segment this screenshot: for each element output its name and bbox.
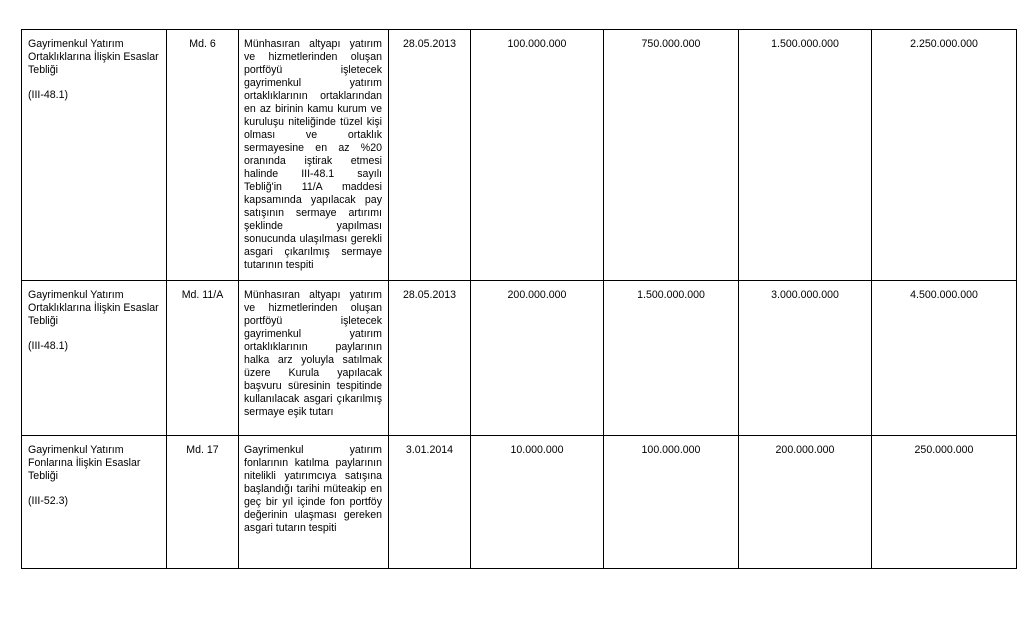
description-cell: Münhasıran altyapı yatırım ve hizmetlerinden oluşan portföyü işletecek gayrimenkul yatırım ortaklıklarının paylarının halka arz yoluyla satılmak üzere Kurula yapılacak başvuru süresinin tespitinde kullanılacak asgari çıkarılmış sermaye eşik tutarı — [239, 281, 389, 436]
table-row — [22, 436, 1017, 569]
regulation-threshold-table — [21, 29, 1017, 569]
regulation-code: (III-52.3) — [28, 495, 69, 507]
regulation-cell — [22, 436, 167, 569]
regulation-cell — [22, 281, 167, 436]
regulation-code: (III-48.1) — [28, 340, 69, 352]
date-cell: 28.05.2013 — [389, 281, 471, 436]
amount-cell-3: 1.500.000.000 — [739, 30, 872, 281]
amount-cell-2: 1.500.000.000 — [604, 281, 739, 436]
amount-cell-1: 10.000.000 — [471, 436, 604, 569]
table-row — [22, 30, 1017, 281]
amount-cell-2: 750.000.000 — [604, 30, 739, 281]
regulation-code: (III-48.1) — [28, 89, 69, 101]
article-cell: Md. 6 — [167, 30, 239, 281]
regulation-name: Gayrimenkul Yatırım Ortaklıklarına İlişkin Esaslar Tebliği — [28, 38, 159, 76]
amount-cell-3: 3.000.000.000 — [739, 281, 872, 436]
amount-cell-4: 250.000.000 — [872, 436, 1017, 569]
amount-cell-1: 200.000.000 — [471, 281, 604, 436]
article-cell: Md. 11/A — [167, 281, 239, 436]
description-cell: Münhasıran altyapı yatırım ve hizmetlerinden oluşan portföyü işletecek gayrimenkul yatırım ortaklıklarının ortaklarından en az birinin kamu kurum ve kuruluşu niteliğinde tüzel kişi olması ve ortaklık sermayesine en az %20 oranında iştirak etmesi halinde III-48.1 sayılı Tebliğ'in 11/A maddesi kapsamında yapılacak pay satışının sermaye artırımı şeklinde yapılması sonucunda ulaşılması gerekli asgari çıkarılmış sermaye tutarının tespiti — [239, 30, 389, 281]
amount-cell-4: 4.500.000.000 — [872, 281, 1017, 436]
regulation-name: Gayrimenkul Yatırım Ortaklıklarına İlişkin Esaslar Tebliği — [28, 289, 159, 327]
regulation-table-page — [21, 29, 1016, 569]
date-cell: 3.01.2014 — [389, 436, 471, 569]
amount-cell-2: 100.000.000 — [604, 436, 739, 569]
table-row — [22, 281, 1017, 436]
regulation-cell — [22, 30, 167, 281]
article-cell: Md. 17 — [167, 436, 239, 569]
description-cell: Gayrimenkul yatırım fonlarının katılma paylarının nitelikli yatırımcıya satışına başlandığı tarihi müteakip en geç bir yıl içinde fon portföy değerinin ulaşması gereken asgari tutarın tespiti — [239, 436, 389, 569]
regulation-name: Gayrimenkul Yatırım Fonlarına İlişkin Esaslar Tebliği — [28, 444, 141, 482]
amount-cell-3: 200.000.000 — [739, 436, 872, 569]
amount-cell-1: 100.000.000 — [471, 30, 604, 281]
amount-cell-4: 2.250.000.000 — [872, 30, 1017, 281]
date-cell: 28.05.2013 — [389, 30, 471, 281]
